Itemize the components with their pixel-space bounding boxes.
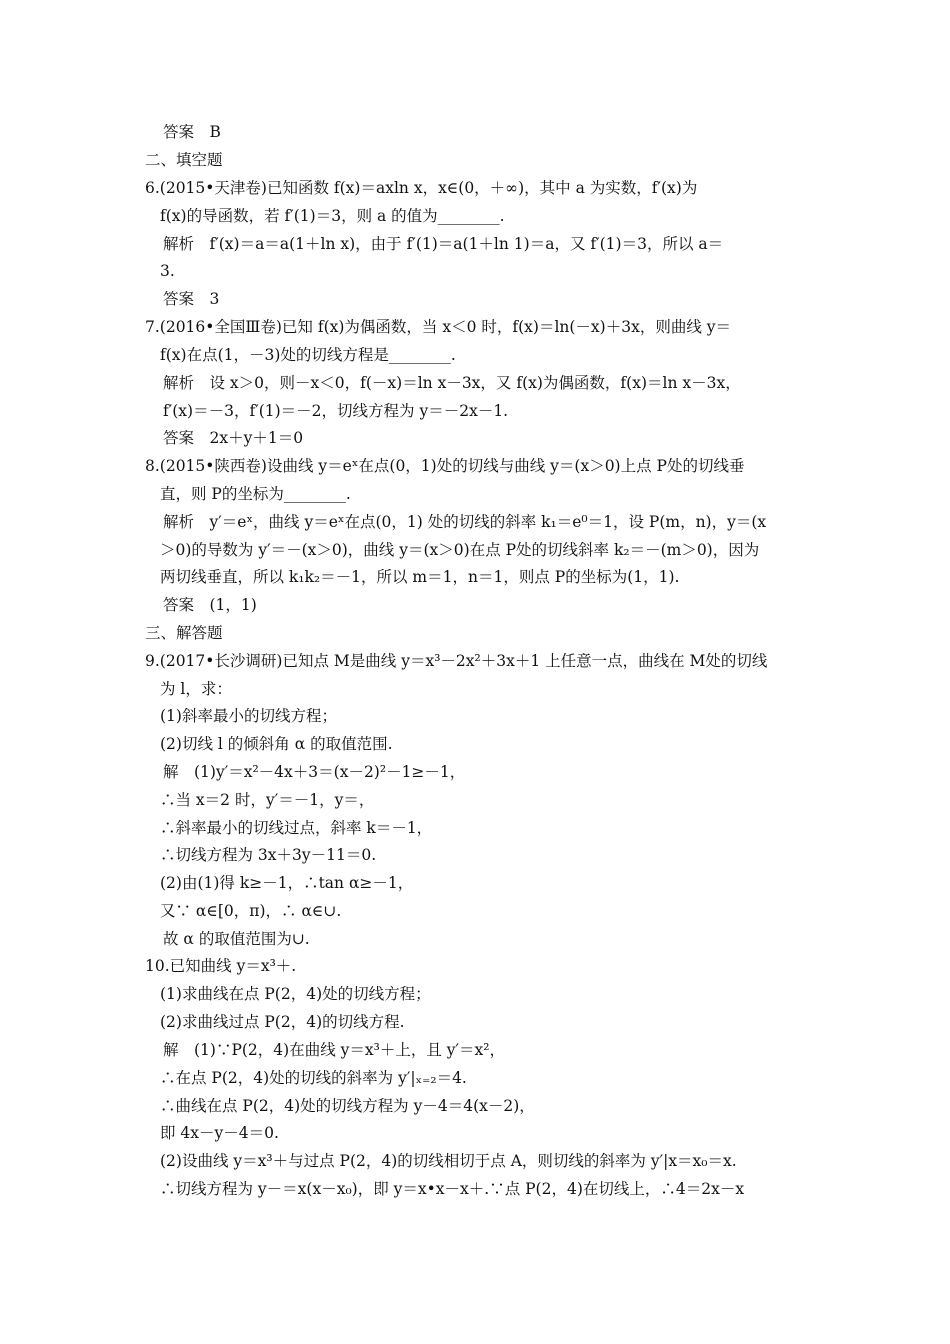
solution-10-line-1: 解 (1)∵P(2，4)在曲线 y＝x³＋上，且 y′＝x²， (163, 1041, 506, 1059)
analysis-6-line-2: 3. (160, 262, 175, 280)
solution-10-line-6: ∴切线方程为 y－＝x(x－x₀)，即 y＝x•x－x＋.∵点 P(2，4)在切线上，∴4＝2x－x (160, 1180, 745, 1198)
question-8-line-1: 8.(2015•陕西卷)设曲线 y＝eˣ在点(0，1)处的切线与曲线 y＝(x＞0)上点 P处的切线垂 (145, 457, 745, 475)
solution-9-line-4: ∴切线方程为 3x＋3y－11＝0. (160, 846, 377, 864)
solution-10-line-5: (2)设曲线 y＝x³＋与过点 P(2，4)的切线相切于点 A，则切线的斜率为 y′|x＝x₀＝x. (160, 1152, 737, 1170)
question-9-line-2: 为 l，求： (160, 680, 232, 698)
question-9-part-1: (1)斜率最小的切线方程； (160, 707, 337, 725)
answer-6: 答案 3 (163, 290, 220, 308)
solution-10-line-3: ∴曲线在点 P(2，4)处的切线方程为 y－4＝4(x－2)， (160, 1097, 535, 1115)
analysis-8-line-3: 两切线垂直，所以 k₁k₂＝－1，所以 m＝1，n＝1，则点 P的坐标为(1，1). (160, 568, 680, 586)
solution-10-line-4: 即 4x－y－4＝0. (160, 1124, 279, 1142)
solution-9-line-1: 解 (1)y′＝x²－4x＋3＝(x－2)²－1≥－1， (163, 763, 466, 781)
solution-9-line-2: ∴当 x＝2 时，y′＝－1，y＝， (160, 791, 375, 809)
question-7-line-1: 7.(2016•全国Ⅲ卷)已知 f(x)为偶函数，当 x＜0 时，f(x)＝ln(－x)＋3x，则曲线 y＝ (145, 318, 732, 336)
question-6-line-2: f(x)的导函数，若 f′(1)＝3，则 a 的值为________. (160, 207, 505, 225)
question-10-part-1: (1)求曲线在点 P(2，4)处的切线方程； (160, 985, 431, 1003)
question-10-line-1: 10.已知曲线 y＝x³＋. (145, 957, 297, 975)
solution-9-line-5: (2)由(1)得 k≥－1，∴tan α≥－1， (160, 874, 414, 892)
section-fill-in: 二、填空题 (145, 151, 223, 169)
question-9-part-2: (2)切线 l 的倾斜角 α 的取值范围. (160, 735, 393, 753)
analysis-7-line-1: 解析 设 x＞0，则－x＜0，f(－x)＝ln x－3x，又 f(x)为偶函数，f(x)＝ln x－3x， (163, 374, 741, 392)
question-10-part-2: (2)求曲线过点 P(2，4)的切线方程. (160, 1013, 405, 1031)
answer-7: 答案 2x＋y＋1＝0 (163, 429, 304, 447)
solution-9-line-3: ∴斜率最小的切线过点，斜率 k＝－1， (160, 819, 433, 837)
solution-9-line-7: 故 α 的取值范围为∪. (163, 930, 310, 948)
question-7-line-2: f(x)在点(1，－3)处的切线方程是________. (160, 346, 456, 364)
answer-5: 答案 B (163, 123, 221, 141)
solution-9-line-6: 又∵ α∈[0，π)，∴ α∈∪. (160, 902, 342, 920)
question-6-line-1: 6.(2015•天津卷)已知函数 f(x)＝axln x，x∈(0，＋∞)，其中 a 为实数，f′(x)为 (145, 179, 698, 197)
question-9-line-1: 9.(2017•长沙调研)已知点 M是曲线 y＝x³－2x²＋3x＋1 上任意一点，曲线在 M处的切线 (145, 652, 768, 670)
analysis-8-line-2: ＞0)的导数为 y′＝－(x＞0)，曲线 y＝(x＞0)在点 P处的切线斜率 k₂＝－(m＞0)，因为 (160, 541, 760, 559)
analysis-8-line-1: 解析 y′＝eˣ，曲线 y＝eˣ在点(0，1) 处的切线的斜率 k₁＝e⁰＝1，设 P(m，n)，y＝(x (163, 513, 767, 531)
answer-8: 答案 (1，1) (163, 596, 257, 614)
question-8-line-2: 直，则 P的坐标为________. (160, 485, 351, 503)
analysis-7-line-2: f′(x)＝－3，f′(1)＝－2，切线方程为 y＝－2x－1. (163, 402, 509, 420)
section-solutions: 三、解答题 (145, 624, 223, 642)
analysis-6-line-1: 解析 f′(x)＝a＝a(1＋ln x)，由于 f′(1)＝a(1＋ln 1)＝a，又 f′(1)＝3，所以 a＝ (163, 235, 724, 253)
solution-10-line-2: ∴在点 P(2，4)处的切线的斜率为 y′|ₓ₌₂＝4. (160, 1069, 467, 1087)
